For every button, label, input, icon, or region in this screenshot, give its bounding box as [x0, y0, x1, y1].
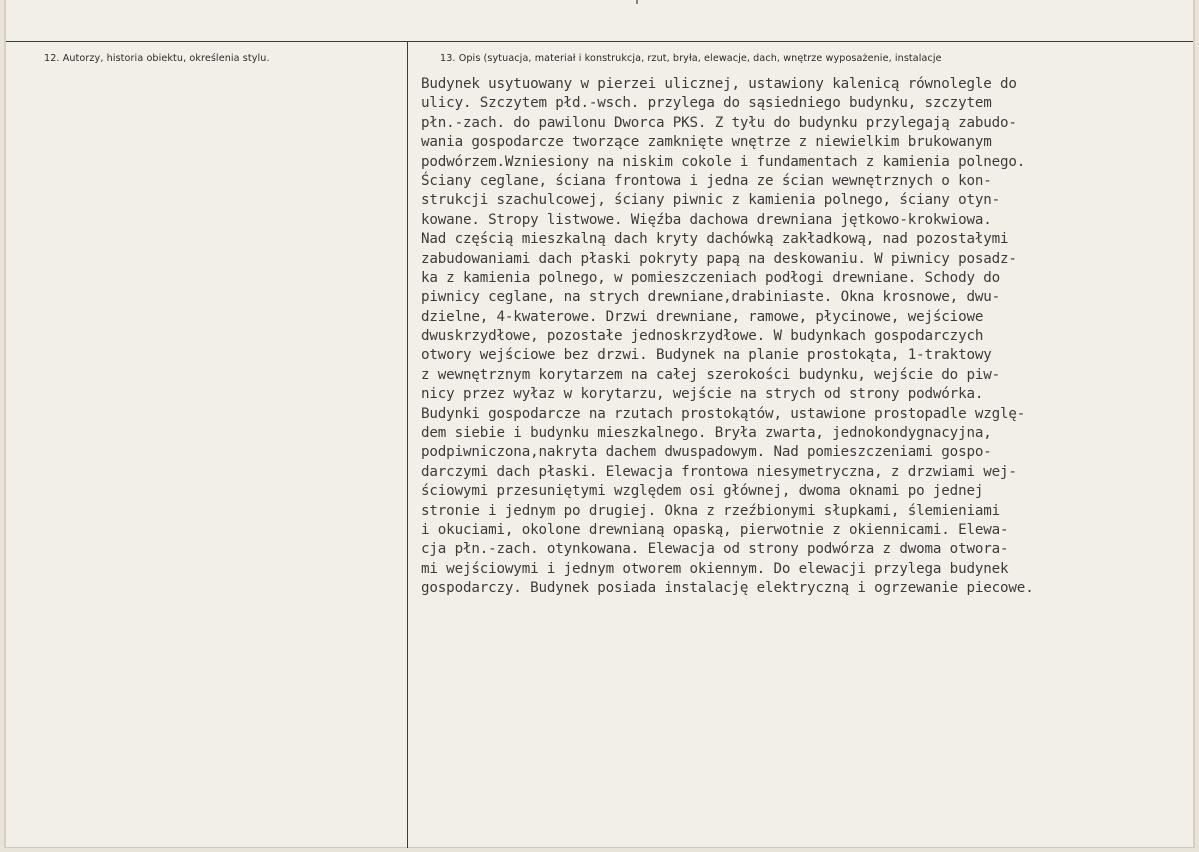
typed-line: zabudowaniami dach płaski pokryty papą na deskowaniu. W piwnicy posadz-: [421, 250, 1017, 267]
form-sheet: [4, 0, 1195, 848]
section-13-typed-text: [421, 75, 1191, 599]
typed-line: ściowymi przesuniętymi względem osi głównej, dwoma oknami po jednej: [421, 483, 984, 500]
typed-line: mi wejściowymi i jednym otworem okiennym. Do elewacji przylega budynek: [421, 560, 1009, 577]
typed-line: otwory wejściowe bez drzwi. Budynek na planie prostokąta, 1-traktowy: [421, 347, 992, 364]
typed-line: płn.-zach. do pawilonu Dworca PKS. Z tyłu do budynku przylegają zabudo-: [421, 114, 1017, 131]
typed-line: podwórzem.Wzniesiony na niskim cokole i fundamentach z kamienia polnego.: [421, 153, 1026, 170]
typed-line: Ściany ceglane, ściana frontowa i jedna ze ścian wewnętrznych o kon-: [421, 172, 992, 189]
typed-line: stronie i jednym po drugiej. Okna z rzeźbionymi słupkami, ślemieniami: [421, 502, 1001, 519]
section-12-label: 12. Autorzy, historia obiektu, określenia stylu.: [44, 53, 270, 64]
typed-line: Budynek usytuowany w pierzei ulicznej, ustawiony kalenicą równolegle do: [421, 76, 1017, 92]
typed-line: darczymi dach płaski. Elewacja frontowa niesymetryczna, z drzwiami wej-: [421, 463, 1017, 480]
typed-line: ulicy. Szczytem płd.-wsch. przylega do sąsiedniego budynku, szczytem: [421, 95, 992, 112]
typed-line: podpiwniczona,nakryta dachem dwuspadowym. Nad pomieszczeniami gospo-: [421, 444, 992, 461]
typed-line: wania gospodarcze tworzące zamknięte wnętrze z niewielkim brukowanym: [421, 134, 992, 151]
typed-line: dwuskrzydłowe, pozostałe jednoskrzydłowe. W budynkach gospodarczych: [421, 328, 984, 345]
typed-line: nicy przez wyłaz w korytarzu, wejście na strych od strony podwórka.: [421, 386, 984, 403]
typed-line: gospodarczy. Budynek posiada instalację elektryczną i ogrzewanie piecowe.: [421, 580, 1034, 597]
typed-line: dzielne, 4-kwaterowe. Drzwi drewniane, ramowe, płycinowe, wejściowe: [421, 308, 984, 325]
header-rule: [6, 41, 1193, 42]
typed-line: z wewnętrznym korytarzem na całej szerokości budynku, wejście do piw-: [421, 366, 1001, 383]
typed-line: piwnicy ceglane, na strych drewniane,drabiniaste. Okna krosnowe, dwu-: [421, 289, 1001, 306]
typed-line: cja płn.-zach. otynkowana. Elewacja od strony podwórza z dwoma otwora-: [421, 541, 1009, 558]
typed-line: i okuciami, okolone drewnianą opaską, pierwotnie z okiennicami. Elewa-: [421, 521, 1009, 538]
typed-line: strukcji szachulcowej, ściany piwnic z kamienia polnego, ściany otyn-: [421, 192, 1001, 209]
typed-line: ka z kamienia polnego, w pomieszczeniach podłogi drewniane. Schody do: [421, 269, 1001, 286]
section-13-label: 13. Opis (sytuacja, materiał i konstrukcja, rzut, bryła, elewacje, dach, wnętrze wyposażenie, instalacje: [440, 53, 942, 64]
typed-line: Nad częścią mieszkalną dach kryty dachówką zakładkową, nad pozostałymi: [421, 231, 1009, 248]
typed-line: dem siebie i budynku mieszkalnego. Bryła zwarta, jednokondygnacyjna,: [421, 425, 992, 442]
column-divider: [407, 42, 408, 848]
typed-line: kowane. Stropy listwowe. Więźba dachowa drewniana jętkowo-krokwiowa.: [421, 211, 992, 228]
registration-mark: [636, 0, 638, 4]
typed-line: Budynki gospodarcze na rzutach prostokątów, ustawione prostopadle wzglę-: [421, 405, 1026, 422]
